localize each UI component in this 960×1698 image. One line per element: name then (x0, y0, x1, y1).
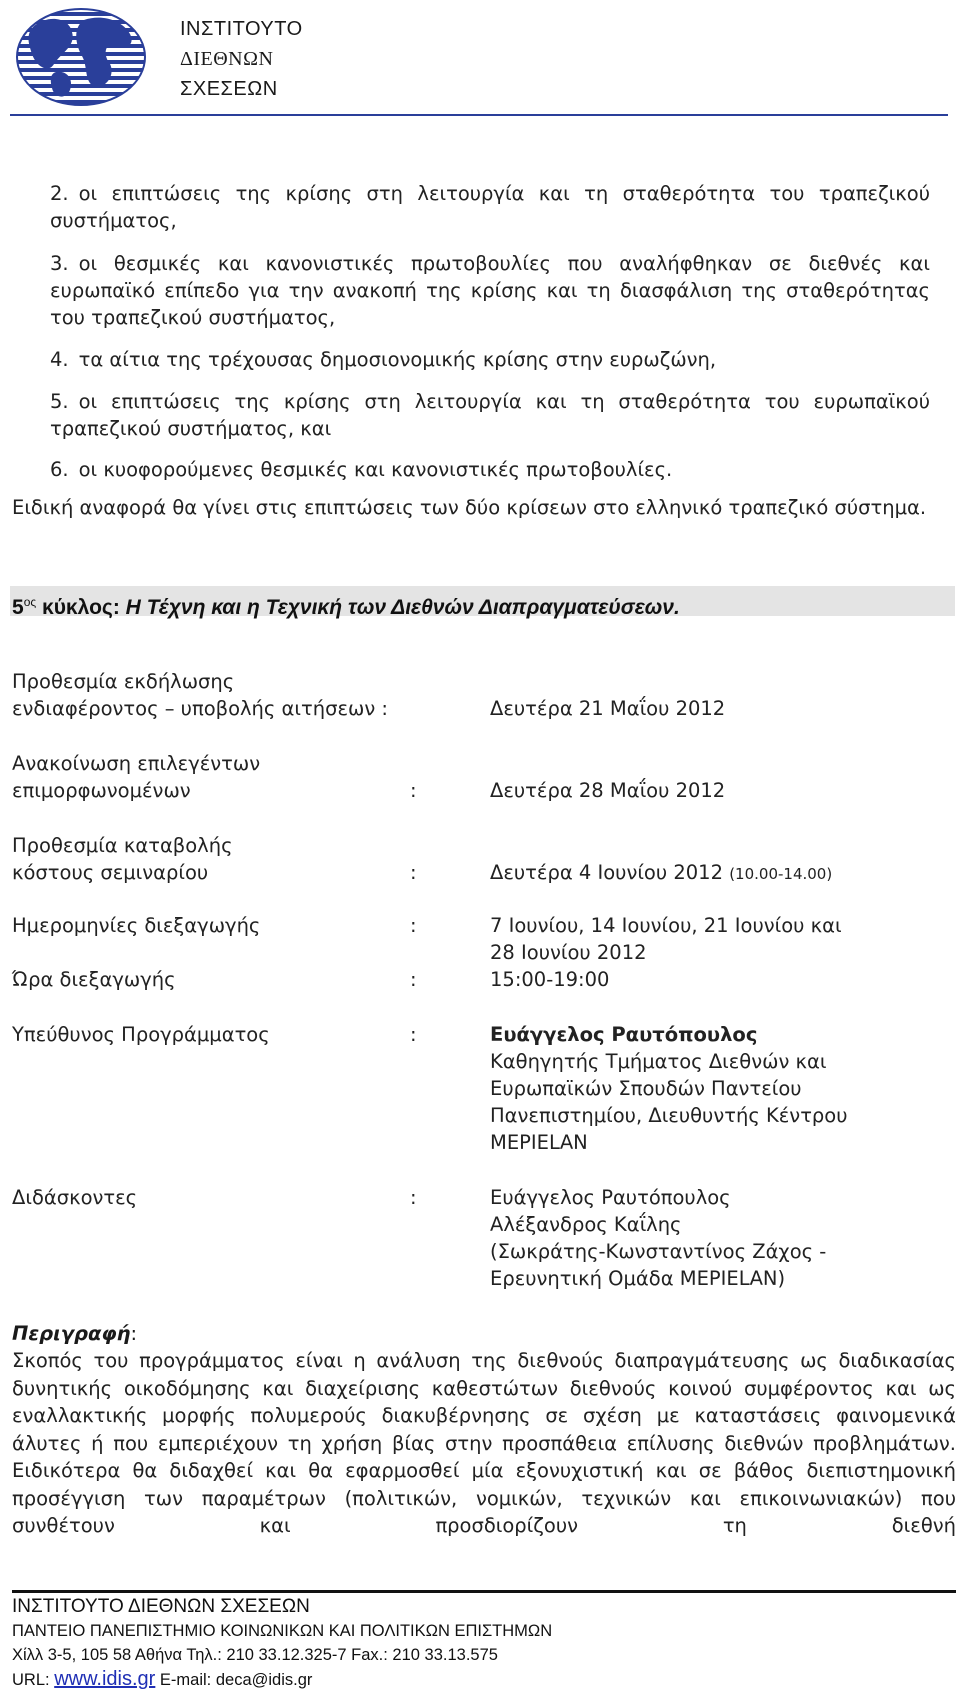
website-link[interactable]: www.idis.gr (54, 1668, 156, 1690)
colon: : (410, 914, 417, 937)
payment-hours: (10.00-14.00) (729, 865, 833, 883)
description-heading-colon: : (130, 1322, 138, 1345)
header-divider (10, 114, 948, 116)
institute-title-line1: ΙΝΣΤΙΤΟΥΤΟ (180, 18, 303, 40)
announce-value: Δευτέρα 28 Μαΐου 2012 (490, 779, 726, 802)
list-number: 4. (50, 348, 69, 371)
footer-contact (12, 1668, 312, 1691)
teachers-label: Διδάσκοντες (12, 1186, 138, 1209)
colon: : (410, 968, 417, 991)
institute-title-line2: ΔΙΕΘΝΩΝ (180, 48, 274, 70)
section-heading (12, 589, 680, 621)
list-item (50, 456, 930, 483)
globe-logo-icon (14, 6, 148, 108)
footer-divider (12, 1590, 956, 1593)
time-value: 15:00-19:00 (490, 968, 610, 991)
teacher-4: Ερευνητική Ομάδα ΜΕΡΙΕLΑΝ) (490, 1267, 786, 1290)
teacher-2: Αλέξανδρος Καΐλης (490, 1213, 682, 1236)
dates-value-line2: 28 Ιουνίου 2012 (490, 941, 647, 964)
footer-institute-name: ΙΝΣΤΙΤΟΥΤΟ ΔΙΕΘΝΩΝ ΣΧΕΣΕΩΝ (12, 1596, 310, 1617)
payment-value (490, 859, 832, 888)
teacher-1: Ευάγγελος Ραυτόπουλος (490, 1186, 731, 1209)
director-label: Υπεύθυνος Προγράμματος (12, 1023, 270, 1046)
description-heading (12, 1320, 137, 1347)
colon: : (410, 1023, 417, 1046)
footer-university: ΠΑΝΤΕΙΟ ΠΑΝΕΠΙΣΤΗΜΙΟ ΚΟΙΝΩΝΙΚΩΝ ΚΑΙ ΠΟΛΙΤΙΚΩΝ ΕΠΙΣΤΗΜΩΝ (12, 1622, 553, 1640)
director-title-line2: Ευρωπαϊκών Σπουδών Παντείου (490, 1077, 802, 1100)
director-title-line4: ΜΕΡΙΕLΑΝ (490, 1131, 588, 1154)
list-text: οι επιπτώσεις της κρίσης στη λειτουργία και τη σταθερότητα του τραπεζικού συστήματος, (50, 182, 930, 232)
deadline-label-line2: ενδιαφέροντος – υποβολής αιτήσεων : (12, 697, 388, 720)
dates-label: Ημερομηνίες διεξαγωγής (12, 914, 261, 937)
payment-label-line1: Προθεσμία καταβολής (12, 834, 233, 857)
section-ordinal: ος (23, 595, 37, 609)
deadline-label-line1: Προθεσμία εκδήλωσης (12, 670, 235, 693)
institute-title-line3: ΣΧΕΣΕΩΝ (180, 78, 278, 100)
description-heading-text: Περιγραφή (12, 1322, 131, 1345)
colon: : (410, 779, 417, 802)
list-text: οι θεσμικές και κανονιστικές πρωτοβουλίες που αναλήφθηκαν σε διεθνές και ευρωπαϊκό επίπεδο για την ανακοπή της κρίσης και τη διασφάλιση της σταθερότητας του τραπεζικού συστήματος, (50, 252, 930, 329)
list-item (50, 180, 930, 234)
time-label: Ώρα διεξαγωγής (12, 968, 176, 991)
list-item (50, 388, 930, 442)
list-number: 6. (50, 458, 69, 481)
announce-label-line1: Ανακοίνωση επιλεγέντων (12, 752, 261, 775)
list-item (50, 346, 930, 373)
section-number: 5 (12, 596, 24, 619)
director-name: Ευάγγελος Ραυτόπουλος (490, 1023, 758, 1046)
list-number: 5. (50, 390, 69, 413)
list-text: οι κυοφορούμενες θεσμικές και κανονιστικές πρωτοβουλίες. (78, 458, 673, 481)
list-text: οι επιπτώσεις της κρίσης στη λειτουργία και τη σταθερότητα του ευρωπαϊκού τραπεζικού συστήματος, και (50, 390, 930, 440)
footer-email: E-mail: deca@idis.gr (159, 1671, 313, 1689)
special-note: Ειδική αναφορά θα γίνει στις επιπτώσεις των δύο κρίσεων στο ελληνικό τραπεζικό σύστημα. (12, 496, 927, 519)
section-label: κύκλος: (42, 596, 120, 619)
teacher-3: (Σωκράτης-Κωνσταντίνος Ζάχος - (490, 1240, 827, 1263)
colon: : (410, 1186, 417, 1209)
director-title-line1: Καθηγητής Τμήματος Διεθνών και (490, 1050, 827, 1073)
payment-label-line2: κόστους σεμιναρίου (12, 861, 209, 884)
footer-url-label: URL: (12, 1671, 50, 1689)
list-item (50, 250, 930, 331)
deadline-value: Δευτέρα 21 Μαΐου 2012 (490, 697, 726, 720)
list-number: 3. (50, 252, 69, 275)
director-title-line3: Πανεπιστημίου, Διευθυντής Κέντρου (490, 1104, 848, 1127)
institute-title (180, 14, 303, 104)
payment-date: Δευτέρα 4 Ιουνίου 2012 (490, 861, 723, 884)
description-text: Σκοπός του προγράμματος είναι η ανάλυση της διεθνούς διαπραγμάτευσης ως διαδικασίας δυνητικής οικοδόμησης και διαχείρισης καθεστώτων διεθνούς κοινού συμφέροντος και ως εναλλακτικής μορφής πολυμερούς διακυβέρνησης σε σχέση με καταστάσεις φαινομενικά άλυτες ή που εμπεριέχουν τη χρήση βίας στην προσπάθεια επίλυσης διεθνών προβλημάτων. Ειδικότερα θα διδαχθεί και θα εφαρμοσθεί μία εξονυχιστική και σε βάθος διεπιστημονική προσέγγιση των παραμέτρων (πολιτικών, νομικών, τεχνικών και επικοινωνιακών) που συνθέτουν και προσδιορίζουν τη διεθνή (12, 1349, 956, 1537)
footer-address: Χίλλ 3-5, 105 58 Αθήνα Τηλ.: 210 33.12.325-7 Fax.: 210 33.13.575 (12, 1646, 498, 1664)
dates-value-line1: 7 Ιουνίου, 14 Ιουνίου, 21 Ιουνίου και (490, 914, 842, 937)
announce-label-line2: επιμορφωνομένων (12, 779, 191, 802)
colon: : (410, 861, 417, 884)
list-number: 2. (50, 182, 69, 205)
section-title: Η Τέχνη και η Τεχνική των Διεθνών Διαπραγματεύσεων. (125, 596, 680, 619)
list-text: τα αίτια της τρέχουσας δημοσιονομικής κρίσης στην ευρωζώνη, (78, 348, 717, 371)
